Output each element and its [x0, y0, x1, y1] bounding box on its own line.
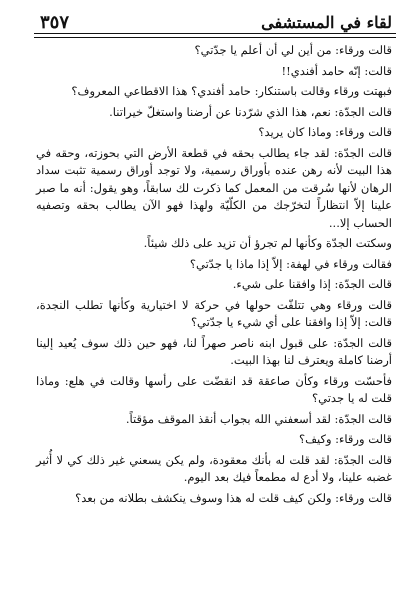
paragraph: فقالت ورقاء في لهفة: إلاّ إذا ماذا يا جدّتي؟: [189, 256, 392, 271]
paragraph: فأحسّت ورقاء وكأن صاعقة قد انقضّت على رأسها وقالت في هلع: وماذا قلت له يا جدتي؟: [36, 373, 392, 405]
paragraph: قالت الجدّة: لقد جاء يطالب بحقه في قطعة الأرض التي بحوزته، وحقه في هذا البيت لأنه رهن عنده بأوراق رسمية، ولا توجد أوراق رسمية تثبت سداد الرهان لأنها سُرقت من المعمل كما ذكرت لك سابقاً، وهو يقول: أنه ما صبر علينا إلاّ انتظاراً لتخرّجك من الكلّيّة ولهذا فهو الآن يطالب بحقه وتصفيه الحساب إلا...: [36, 145, 392, 230]
paragraph: فبهتت ورقاء وقالت باستنكار: حامد أفندي؟ هذا الاقطاعي المعروف؟: [71, 84, 392, 98]
paragraph: قالت ورقاء: وكيف؟: [298, 432, 392, 446]
paragraph: قالت ورقاء: وماذا كان يريد؟: [258, 125, 392, 139]
paragraph: قالت الجدّة: لقد قلت له بأنك معقودة، ولم يكن يسعني غير ذلك كي لا أُثير غضبه علينا، ولا أدع له مطمعاً فيك بعد اليوم.: [36, 452, 392, 484]
paragraph: قالت ورقاء وهي تتلفّت حولها في حركة لا اختيارية وكأنها تطلب النجدة، قالت: إلاّ إذا وافقنا على أي شيء يا جدّتي؟: [36, 297, 392, 329]
page-header: [40, 6, 392, 34]
paragraph: قالت ورقاء: من أين لي أن أعلم يا جدّتي؟: [194, 43, 392, 57]
paragraph: وسكتت الجدّة وكأنها لم تجرؤ أن تزيد على ذلك شيئاً.: [143, 236, 392, 250]
running-title: لقاء في المستشفى: [261, 13, 392, 32]
page-number: ٣٥٧: [40, 12, 70, 33]
paragraph: قالت ورقاء: ولكن كيف قلت له هذا وسوف ينكشف بطلانه من بعد؟: [75, 490, 392, 505]
paragraph: قالت الجدّة: لقد أسعفني الله بجواب أنقذ الموقف مؤقتاً.: [125, 411, 392, 426]
paragraph: قالت الجدّة: إذا وافقنا على شيء.: [232, 277, 392, 291]
body-text: [36, 42, 392, 510]
paragraph: قالت الجدّة: نعم، هذا الذي شرّدنا عن أرضنا واستغلّ خيراتنا.: [109, 104, 392, 119]
paragraph: قالت: إنّه حامد أفندي!!: [281, 63, 392, 78]
paragraph: قالت الجدّة: على قبول ابنه ناصر صهراً لنا، فهو حين ذلك سوف يُعيد إلينا أرضنا كاملة ويعترف لنا بهذا البيت.: [36, 335, 392, 367]
header-rule: [34, 33, 396, 38]
